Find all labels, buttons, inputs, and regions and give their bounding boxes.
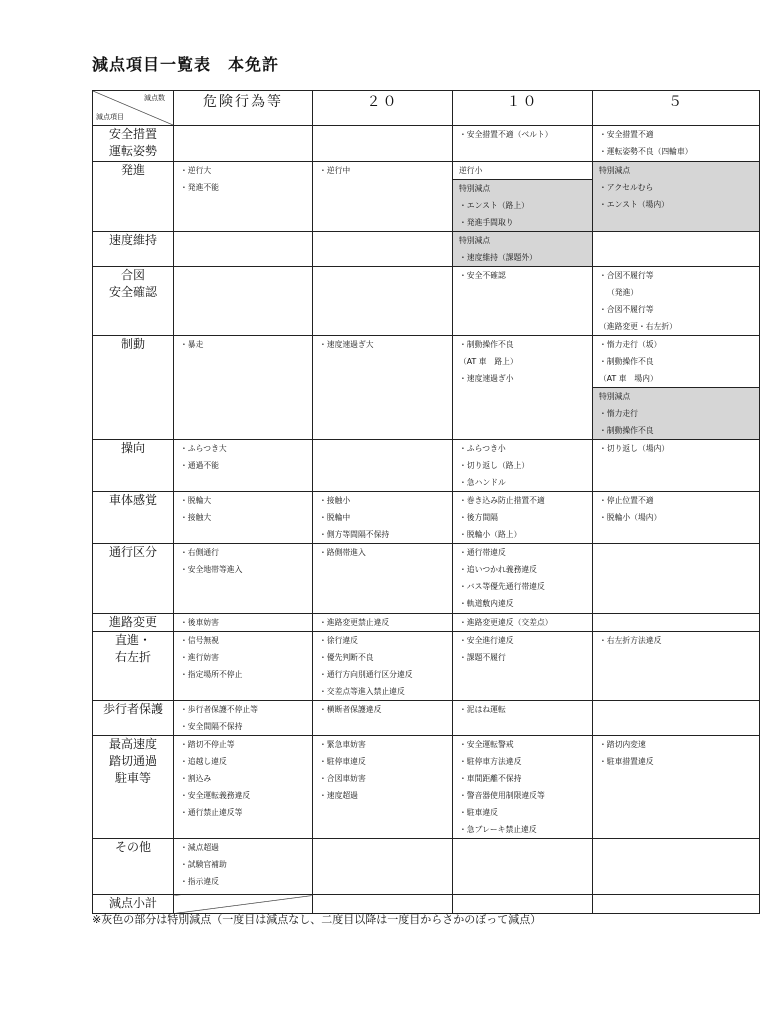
row-category-line: 車体感覚 — [108, 493, 157, 507]
column-header-10: １０ — [453, 91, 593, 126]
subtotal-cell — [593, 895, 760, 914]
points-label: 減点数 — [144, 94, 165, 102]
deduction-item: ・制動操作不良 — [599, 357, 654, 366]
cell-5 — [593, 336, 760, 440]
deduction-item: （進路変更・右左折） — [599, 322, 677, 331]
row-category — [93, 126, 174, 162]
deduction-item: ・速度速過ぎ大 — [319, 340, 374, 349]
cell-danger — [174, 267, 313, 336]
subtotal-label: 減点小計 — [93, 895, 174, 914]
cell-10 — [453, 701, 593, 736]
deduction-item: ・逆行中 — [319, 166, 351, 175]
row-category-line: その他 — [114, 840, 151, 854]
deduction-item: ・急ブレーキ禁止違反 — [459, 825, 537, 834]
deduction-item: ・軌道敷内違反 — [459, 599, 514, 608]
cell-20 — [313, 614, 453, 632]
deduction-item: ・逆行大 — [180, 166, 212, 175]
cell-10 — [453, 162, 593, 232]
table-row — [93, 232, 760, 267]
deduction-item: ・安全措置不適（ベルト） — [459, 130, 553, 139]
row-category-line: 安全確認 — [108, 285, 157, 299]
deduction-item: ・速度超過 — [319, 791, 358, 800]
table-row — [93, 162, 760, 232]
cell-danger — [174, 336, 313, 440]
deduction-item: ・ふらつき大 — [180, 444, 227, 453]
row-category — [93, 440, 174, 492]
deduction-item: ・エンスト（路上） — [459, 201, 529, 210]
deduction-item: ・信号無視 — [180, 636, 219, 645]
cell-10 — [453, 736, 593, 839]
cell-danger — [174, 126, 313, 162]
deduction-item: ・発進手間取り — [459, 218, 514, 227]
special-deduction-block — [453, 179, 592, 231]
header-row — [93, 91, 760, 126]
cell-20 — [313, 162, 453, 232]
cell-5 — [593, 701, 760, 736]
deduction-item: ・接触小 — [319, 496, 351, 505]
cell-20 — [313, 232, 453, 267]
deduction-item: ・安全進行違反 — [459, 636, 514, 645]
cell-10 — [453, 336, 593, 440]
deduction-item: ・進行妨害 — [180, 653, 219, 662]
deduction-item: ・切り返し（路上） — [459, 461, 530, 470]
deduction-item: ・踏切不停止等 — [180, 740, 235, 749]
cell-10 — [453, 614, 593, 632]
deduction-item: ・制動操作不良 — [599, 426, 654, 435]
column-header-20: ２０ — [313, 91, 453, 126]
cell-10 — [453, 544, 593, 614]
cell-danger — [174, 614, 313, 632]
deduction-item: ・合図不履行等 — [599, 305, 654, 314]
deduction-item: ・車間距離不保持 — [459, 774, 522, 783]
cell-5 — [593, 632, 760, 701]
deduction-item: ・合図車妨害 — [319, 774, 366, 783]
row-category-line: 操向 — [120, 441, 145, 455]
row-category-line: 直進・ — [114, 633, 151, 647]
row-category — [93, 232, 174, 267]
deduction-item: ・脱輪中 — [319, 513, 351, 522]
deduction-item: ・脱輪小（路上） — [459, 530, 522, 539]
cell-5 — [593, 736, 760, 839]
row-category — [93, 839, 174, 895]
deduction-item: （発進） — [607, 288, 639, 297]
deduction-item: ・脱輪小（場内） — [599, 513, 662, 522]
cell-5 — [593, 162, 760, 232]
deduction-item: ・優先判断不良 — [319, 653, 374, 662]
deduction-item: ・急ハンドル — [459, 478, 506, 487]
deduction-item: ・側方等間隔不保持 — [319, 530, 390, 539]
deduction-item: ・試験官補助 — [180, 860, 227, 869]
cell-danger — [174, 544, 313, 614]
row-category-line: 運転姿勢 — [108, 144, 157, 158]
table-row — [93, 126, 760, 162]
cell-10 — [453, 632, 593, 701]
deduction-item: ・進路変更違反（交差点） — [459, 618, 553, 627]
cell-5 — [593, 267, 760, 336]
deduction-item: ・ふらつき小 — [459, 444, 506, 453]
cell-danger — [174, 632, 313, 701]
special-deduction-block — [593, 387, 759, 439]
cell-danger — [174, 839, 313, 895]
table-row — [93, 614, 760, 632]
deduction-item: ・安全地帯等進入 — [180, 565, 243, 574]
deduction-item: ・切り返し（場内） — [599, 444, 670, 453]
row-category — [93, 492, 174, 544]
cell-20 — [313, 440, 453, 492]
special-deduction-label: 特別減点 — [599, 392, 631, 401]
deduction-item: ・制動操作不良 — [459, 340, 514, 349]
cell-danger — [174, 440, 313, 492]
deduction-item: ・駐停車方法違反 — [459, 757, 522, 766]
row-category-line: 合図 — [120, 268, 145, 282]
special-deduction-label: 特別減点 — [459, 184, 491, 193]
table-row — [93, 267, 760, 336]
table-row — [93, 440, 760, 492]
column-header-5: ５ — [593, 91, 760, 126]
deduction-item: ・進路変更禁止違反 — [319, 618, 390, 627]
corner-header-cell — [93, 91, 174, 126]
cell-10 — [453, 492, 593, 544]
row-category — [93, 544, 174, 614]
table-row — [93, 336, 760, 440]
items-label: 減点項目 — [96, 113, 124, 121]
deduction-item: ・踏切内変速 — [599, 740, 646, 749]
cell-5 — [593, 839, 760, 895]
deduction-item: ・後方間隔 — [459, 513, 498, 522]
deduction-table — [92, 90, 760, 914]
cell-10 — [453, 839, 593, 895]
cell-5 — [593, 126, 760, 162]
cell-20 — [313, 736, 453, 839]
cell-20 — [313, 492, 453, 544]
deduction-item: ・運転姿勢不良（四輪車） — [599, 147, 693, 156]
deduction-item: ・歩行者保護不停止等 — [180, 705, 258, 714]
row-category-line: 制動 — [120, 337, 145, 351]
row-category-line: 発進 — [120, 163, 145, 177]
cell-danger — [174, 701, 313, 736]
deduction-item: ・右側通行 — [180, 548, 219, 557]
row-category-line: 踏切通過 — [108, 754, 157, 768]
page-title: 減点項目一覧表 本免許 — [92, 55, 280, 74]
cell-danger — [174, 736, 313, 839]
table-row — [93, 544, 760, 614]
cell-5 — [593, 440, 760, 492]
cell-20 — [313, 632, 453, 701]
deduction-item: ・課題不履行 — [459, 653, 506, 662]
cell-20 — [313, 544, 453, 614]
deduction-item: ・安全運転義務違反 — [180, 791, 251, 800]
row-category-line: 歩行者保護 — [102, 702, 163, 716]
cell-danger — [174, 162, 313, 232]
row-category — [93, 701, 174, 736]
cell-5 — [593, 232, 760, 267]
cell-20 — [313, 336, 453, 440]
table-row — [93, 492, 760, 544]
deduction-item: ・通行帯違反 — [459, 548, 506, 557]
deduction-item: ・泥はね運転 — [459, 705, 506, 714]
deduction-item: ・エンスト（場内） — [599, 200, 669, 209]
deduction-item: 逆行小 — [459, 166, 483, 175]
table-row — [93, 701, 760, 736]
deduction-item: ・駐車違反 — [459, 808, 498, 817]
deduction-item: ・割込み — [180, 774, 212, 783]
row-category — [93, 632, 174, 701]
deduction-item: ・速度速過ぎ小 — [459, 374, 514, 383]
cell-10 — [453, 267, 593, 336]
deduction-item: ・惰力走行（坂） — [599, 340, 662, 349]
cell-20 — [313, 126, 453, 162]
row-category-line: 通行区分 — [108, 545, 157, 559]
cell-danger — [174, 492, 313, 544]
deduction-item: ・交差点等進入禁止違反 — [319, 687, 405, 696]
deduction-item: ・アクセルむら — [599, 183, 654, 192]
table-row — [93, 736, 760, 839]
deduction-item: ・バス等優先通行帯違反 — [459, 582, 545, 591]
row-category-line: 安全措置 — [108, 127, 157, 141]
row-category-line: 右左折 — [114, 650, 151, 664]
column-header-danger: 危険行為等 — [174, 91, 313, 126]
deduction-item: ・接触大 — [180, 513, 212, 522]
deduction-item: ・発進不能 — [180, 183, 219, 192]
deduction-item: ・徐行違反 — [319, 636, 358, 645]
row-category — [93, 336, 174, 440]
deduction-item: ・追いつかれ義務違反 — [459, 565, 537, 574]
deduction-item: （AT 車 場内） — [599, 374, 658, 383]
deduction-item: ・安全間隔不保持 — [180, 722, 243, 731]
row-category — [93, 162, 174, 232]
deduction-item: ・駐停車違反 — [319, 757, 366, 766]
deduction-item: （AT 車 路上） — [459, 357, 518, 366]
deduction-item: ・指定場所不停止 — [180, 670, 243, 679]
deduction-item: ・合図不履行等 — [599, 271, 654, 280]
row-category — [93, 614, 174, 632]
deduction-item: ・安全運転警戒 — [459, 740, 514, 749]
deduction-item: ・安全不確認 — [459, 271, 506, 280]
cell-5 — [593, 614, 760, 632]
deduction-item: ・巻き込み防止措置不適 — [459, 496, 545, 505]
row-category-line: 速度維持 — [108, 233, 157, 247]
row-category-line: 進路変更 — [108, 615, 157, 629]
deduction-item: ・脱輪大 — [180, 496, 212, 505]
table-row — [93, 839, 760, 895]
table-row — [93, 632, 760, 701]
deduction-item: ・後車妨害 — [180, 618, 219, 627]
deduction-item: ・路側帯進入 — [319, 548, 366, 557]
row-category-line: 駐車等 — [114, 771, 151, 785]
special-deduction-label: 特別減点 — [599, 166, 631, 175]
cell-20 — [313, 267, 453, 336]
deduction-item: ・指示違反 — [180, 877, 219, 886]
cell-20 — [313, 839, 453, 895]
deduction-item: ・駐車措置違反 — [599, 757, 654, 766]
cell-5 — [593, 544, 760, 614]
deduction-item: ・惰力走行 — [599, 409, 638, 418]
deduction-item: ・警音器使用制限違反等 — [459, 791, 545, 800]
deduction-item: ・速度維持（課題外） — [459, 253, 537, 262]
cell-danger — [174, 232, 313, 267]
deduction-item: ・停止位置不適 — [599, 496, 654, 505]
deduction-item: ・緊急車妨害 — [319, 740, 366, 749]
row-category-line: 最高速度 — [108, 737, 157, 751]
deduction-item: ・通行禁止違反等 — [180, 808, 243, 817]
deduction-item: ・右左折方法違反 — [599, 636, 662, 645]
row-category — [93, 736, 174, 839]
deduction-item: ・安全措置不適 — [599, 130, 654, 139]
cell-10 — [453, 440, 593, 492]
deduction-item: ・暴走 — [180, 340, 204, 349]
deduction-item: ・通行方向別通行区分違反 — [319, 670, 413, 679]
cell-10 — [453, 232, 593, 267]
deduction-item: ・横断者保護違反 — [319, 705, 382, 714]
cell-10 — [453, 126, 593, 162]
cell-5 — [593, 492, 760, 544]
footnote: ※灰色の部分は特別減点（一度目は減点なし、二度目以降は一度目からさかのぼって減点） — [92, 913, 542, 926]
special-deduction-label: 特別減点 — [459, 236, 491, 245]
deduction-item: ・減点超過 — [180, 843, 219, 852]
cell-20 — [313, 701, 453, 736]
deduction-item: ・通過不能 — [180, 461, 219, 470]
deduction-item: ・追越し違反 — [180, 757, 227, 766]
row-category — [93, 267, 174, 336]
